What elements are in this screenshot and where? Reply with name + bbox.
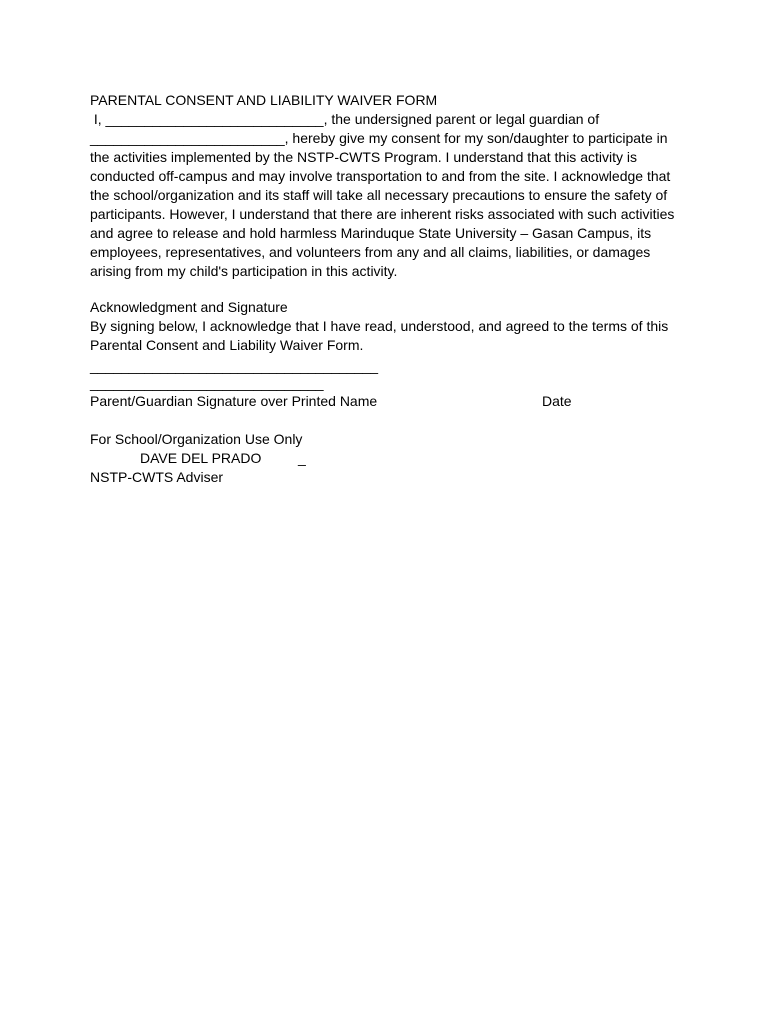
acknowledgment-text: By signing below, I acknowledge that I have read, understood, and agreed to the terms of this xyxy=(90,318,669,334)
signature-rule: ______________________________ xyxy=(90,375,324,391)
consent-line: I, ____________________________, the undersigned parent or legal guardian of xyxy=(90,111,600,127)
adviser-name-rule: _ xyxy=(298,450,306,466)
consent-line: arising from my child's participation in this activity. xyxy=(90,263,398,279)
consent-paragraph xyxy=(90,110,680,281)
consent-line: conducted off-campus and may involve transportation to and from the site. I acknowledge that xyxy=(90,168,671,184)
consent-line: participants. However, I understand that there are inherent risks associated with such activities xyxy=(90,206,675,222)
consent-line: _________________________, hereby give my consent for my son/daughter to participate in xyxy=(90,130,668,146)
form-title: PARENTAL CONSENT AND LIABILITY WAIVER FORM xyxy=(90,92,438,108)
acknowledgment-text: Parental Consent and Liability Waiver Form. xyxy=(90,337,364,353)
adviser-role: NSTP-CWTS Adviser xyxy=(90,469,224,485)
consent-line: the school/organization and its staff will take all necessary precautions to ensure the safety of xyxy=(90,187,668,203)
signature-label: Parent/Guardian Signature over Printed Name xyxy=(90,393,378,409)
acknowledgment-heading: Acknowledgment and Signature xyxy=(90,299,288,315)
date-label: Date xyxy=(542,393,572,409)
signature-rule: _____________________________________ xyxy=(90,358,379,374)
consent-line: and agree to release and hold harmless Marinduque State University – Gasan Campus, its xyxy=(90,225,652,241)
adviser-name: DAVE DEL PRADO xyxy=(140,450,262,466)
school-use-heading: For School/Organization Use Only xyxy=(90,431,303,447)
consent-line: the activities implemented by the NSTP-CWTS Program. I understand that this activity is xyxy=(90,149,637,165)
consent-line: employees, representatives, and volunteers from any and all claims, liabilities, or damages xyxy=(90,244,651,260)
